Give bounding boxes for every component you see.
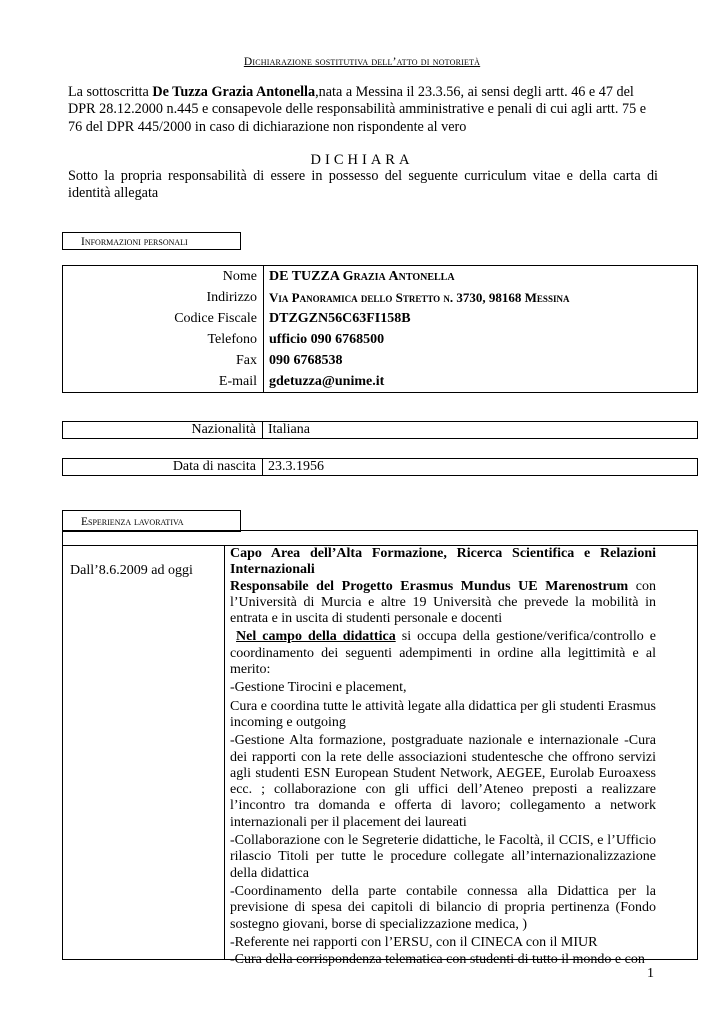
label-data-nascita: Data di nascita — [63, 459, 263, 475]
table-row — [63, 266, 698, 288]
experience-description — [230, 546, 656, 968]
section-personal-info: Informazioni personali — [62, 232, 241, 250]
didattica-rest: si occupa della gestione/verifica/controllo e coordinamento dei seguenti adempimenti in ordine alla legittimità e al merito: — [230, 629, 657, 678]
list-item: -Gestione Alta formazione, postgraduate nazionale e internazionale -Cura dei rapporti con la rete delle associazioni studentesche che offrono servizi agli studenti ESN European Student Network, AEGEE, Eurolab Euroaxess ecc. ; collaborazione con gli uffici dell’Ateneo preposti a realizzare l’incontro tra domanda e offerta di lavoro; collegamento a network internazionali per il placement dei laureati — [230, 733, 656, 830]
list-item: -Coordinamento della parte contabile connessa alla Didattica per la previsione di spesa dei capitoli di bilancio di propria pertinenza (Fondo sostegno giovani, borse di specializzazione medica, ) — [230, 883, 656, 932]
dichiara-text: Sotto la propria responsabilità di essere in possesso del seguente curriculum vitae e della carta di identità allegata — [68, 168, 658, 202]
value-email: gdetuzza@unime.it — [269, 373, 385, 389]
list-item: -Cura della corrispondenza telematica con studenti di tutto il mondo e con — [230, 952, 645, 968]
nationality-row — [62, 421, 698, 439]
didattica-paragraph — [230, 629, 656, 678]
personal-info-table — [62, 265, 698, 393]
didattica-label: Nel campo della didattica — [236, 629, 396, 645]
experience-column-divider — [224, 545, 225, 960]
list-item: -Collaborazione con le Segreterie didattiche, le Facoltà, il CCIS, e l’Ufficio rilascio Titoli per tutte le procedure collegate all’internazionalizzazione della didattica — [230, 833, 656, 881]
intro-prefix: La sottoscritta — [68, 84, 153, 100]
label-fax: Fax — [63, 350, 264, 371]
intro-rest: ,nata a Messina il 23.3.56, ai sensi degli artt. 46 e 47 del DPR 28.12.2000 n.445 e consapevole delle responsabilità amministrative e penali di cui agli artt. 75 e 76 del DPR 445/2000 in caso di dichiarazione non rispondente al vero — [68, 84, 647, 135]
table-row — [63, 329, 698, 350]
label-nazionalita: Nazionalità — [63, 422, 263, 438]
table-row — [63, 350, 698, 371]
list-item: -Referente nei rapporti con l’ERSU, con il CINECA con il MIUR — [230, 934, 598, 950]
value-data-nascita: 23.3.1956 — [268, 459, 324, 474]
table-row — [63, 287, 698, 308]
document-title: Dichiarazione sostitutiva dell’atto di notorietà — [243, 56, 481, 68]
declarant-name: De Tuzza Grazia Antonella — [152, 84, 316, 100]
list-item: Cura e coordina tutte le attività legate alla didattica per gli studenti Erasmus incoming e outgoing — [230, 698, 656, 730]
list-item: -Gestione Tirocini e placement, — [230, 680, 407, 696]
page-number: 1 — [647, 966, 654, 981]
table-row — [63, 308, 698, 329]
intro-paragraph — [68, 84, 658, 136]
label-telefono: Telefono — [63, 329, 264, 350]
value-indirizzo: Via Panoramica dello Stretto n. 3730, 98168 Messina — [269, 289, 570, 305]
birthdate-row — [62, 458, 698, 476]
label-codice-fiscale: Codice Fiscale — [63, 308, 264, 329]
dichiara-heading: DICHIARA — [310, 152, 414, 168]
label-indirizzo: Indirizzo — [63, 287, 264, 308]
value-fax: 090 6768538 — [269, 352, 343, 368]
value-nazionalita: Italiana — [268, 422, 310, 437]
erasmus-title: Responsabile del Progetto Erasmus Mundus UE Marenostrum — [230, 578, 629, 594]
label-email: E-mail — [63, 371, 264, 393]
value-codice-fiscale: DTZGZN56C63FI158B — [269, 310, 411, 326]
experience-role: Capo Area dell’Alta Formazione, Ricerca Scientifica e Relazioni Internazionali — [230, 546, 656, 578]
value-telefono: ufficio 090 6768500 — [269, 331, 385, 347]
label-nome: Nome — [63, 266, 264, 288]
section-work-experience: Esperienza lavorativa — [62, 510, 241, 532]
value-nome: DE TUZZA Grazia Antonella — [269, 268, 455, 284]
experience-period: Dall’8.6.2009 ad oggi — [70, 563, 193, 578]
erasmus-rest: con l’Università di Murcia e altre 19 Università che prevede la mobilità in entrata e in uscita di studenti personale e docenti — [230, 578, 656, 627]
table-row — [63, 371, 698, 393]
erasmus-paragraph — [230, 579, 656, 628]
